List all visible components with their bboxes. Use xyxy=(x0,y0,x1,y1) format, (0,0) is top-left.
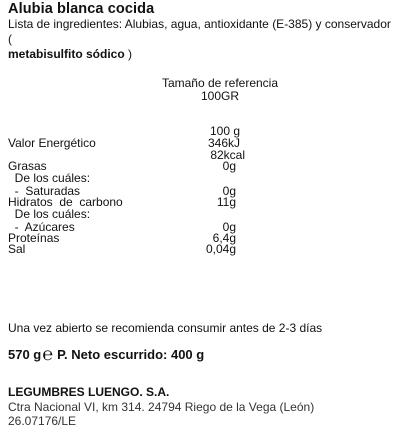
weights-line xyxy=(8,344,205,364)
storage-note: Una vez abierto se recomienda consumir antes de 2-3 días xyxy=(8,321,323,335)
nutrition-header-value: 100 g xyxy=(209,124,240,138)
nutrition-label-carbs: Hidratos de carbono xyxy=(8,195,123,209)
net-weight: 570 g xyxy=(8,347,42,362)
nutrition-value-protein: 6,4g xyxy=(212,231,236,245)
drained-weight: P. Neto escurrido: 400 g xyxy=(57,347,205,362)
company-name: LEGUMBRES LUENGO. S.A. xyxy=(8,385,170,399)
nutrition-label-protein: Proteínas xyxy=(8,231,60,245)
nutrition-label-salt: Sal xyxy=(8,242,26,256)
product-title: Alubia blanca cocida xyxy=(8,1,155,17)
ingredients-tail: ) xyxy=(128,47,133,61)
nutrition-value-sugars: 0g xyxy=(222,220,236,234)
ingredients-lead: Lista de ingredientes: Alubias, agua, antioxidante (E-385) y conservador ( xyxy=(8,17,391,46)
nutrition-value-saturated: 0g xyxy=(222,184,236,198)
company-address: Ctra Nacional VI, km 314. 24794 Riego de la Vega (León) xyxy=(8,400,315,414)
ingredients-list xyxy=(8,17,394,62)
reference-amount: 100GR xyxy=(200,89,240,103)
registry-code: 26.07176/LE xyxy=(8,414,77,428)
estimated-sign-icon: ℮ xyxy=(42,344,54,364)
nutrition-value-energy-kcal: 82kcal xyxy=(210,148,245,162)
nutrition-label-carbs-of-which: De los cuáles: xyxy=(8,207,91,221)
nutrition-value-energy-kj: 346kJ xyxy=(207,136,240,150)
reference-heading: Tamaño de referencia xyxy=(161,76,279,90)
nutrition-label-energy: Valor Energético xyxy=(8,136,96,150)
nutrition-label-fat: Grasas xyxy=(8,159,47,173)
nutrition-label-sugars: - Azúcares xyxy=(8,220,75,234)
nutrition-label-fat-of-which: De los cuáles: xyxy=(8,171,91,185)
nutrition-value-carbs: 11g xyxy=(216,195,236,209)
nutrition-value-fat: 0g xyxy=(222,159,236,173)
nutrition-value-salt: 0,04g xyxy=(205,242,236,256)
ingredients-bold: metabisulfito sódico xyxy=(8,47,125,61)
nutrition-label-saturated: - Saturadas xyxy=(8,184,81,198)
